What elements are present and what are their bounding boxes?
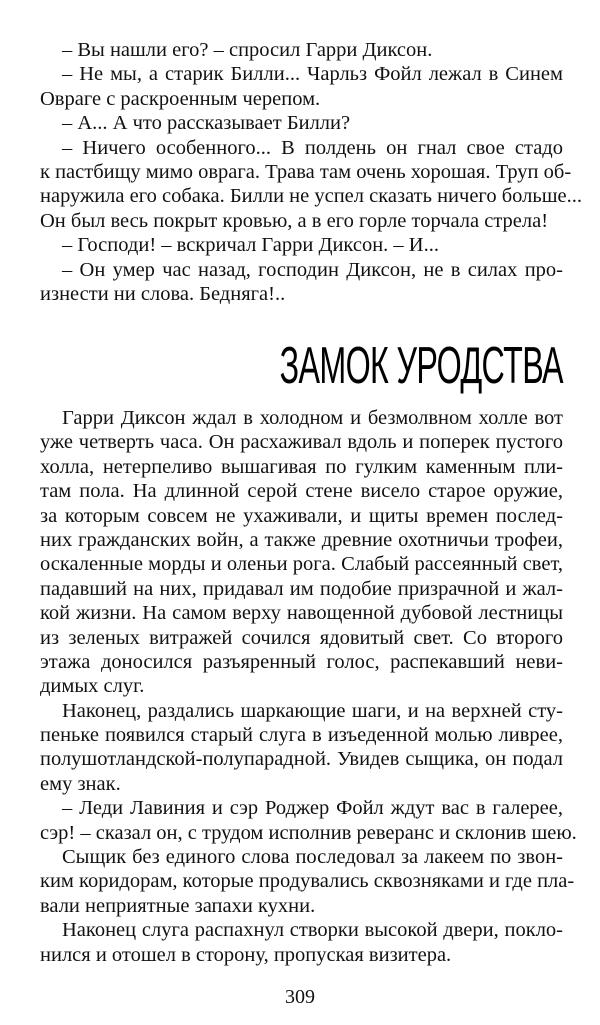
- text-line: оскаленные морды и оленьи рога. Слабый рассеянный свет,: [40, 553, 563, 576]
- text-line: Овраге с раскроенным черепом.: [40, 87, 321, 110]
- chapter-body: [40, 406, 577, 967]
- text-line: к пастбищу мимо оврага. Трава там очень хорошая. Труп об-: [40, 160, 572, 183]
- text-line: уже четверть часа. Он расхаживал вдоль и поперек пустого: [40, 431, 563, 454]
- text-line: полушотландской-полупарадной. Увидев сыщика, он подал: [40, 748, 563, 771]
- text-line: – Ничего особенного... В полдень он гнал свое стадо: [62, 136, 563, 159]
- text-line: сэр! – сказал он, с трудом исполнив реверанс и склонив шею.: [40, 821, 577, 844]
- text-line: – Вы нашли его? – спросил Гарри Диксон.: [62, 39, 433, 61]
- text-line: Наконец слуга распахнул створки высокой двери, покло-: [62, 919, 563, 942]
- text-line: – А... А что рассказывает Билли?: [62, 112, 351, 135]
- text-line: – Господи! – вскричал Гарри Диксон. – И...: [62, 234, 439, 257]
- text-line: – Леди Лавиния и сэр Роджер Фойл ждут вас в галерее,: [62, 797, 563, 820]
- text-line: Наконец, раздались шаркающие шаги, и на верхней сту-: [62, 699, 563, 722]
- text-line: них гражданских войн, а также древние охотничьи трофеи,: [40, 528, 563, 551]
- text-line: холла, нетерпеливо вышагивая по гулким каменным пли-: [40, 455, 563, 478]
- text-line: за которым совсем не ухаживали, и щиты времен послед-: [40, 504, 563, 527]
- text-line: димых слуг.: [40, 675, 145, 698]
- page-number: 309: [285, 986, 315, 1008]
- text-line: из зеленых витражей сочился ядовитый свет. Со второго: [40, 626, 563, 649]
- text-line: изнести ни слова. Бедняга!..: [40, 282, 286, 305]
- text-line: – Не мы, а старик Билли... Чарльз Фойл лежал в Синем: [62, 63, 563, 86]
- text-line: пеньке появился старый слуга в изъеденной молью ливрее,: [40, 724, 563, 747]
- text-line: наружила его собака. Билли не успел сказать ничего больше...: [40, 185, 582, 208]
- dialogue-section: [40, 38, 582, 306]
- text-line: там пола. На длинной серой стене висело старое оружие,: [40, 480, 563, 503]
- text-line: Гарри Диксон ждал в холодном и безмолвном холле вот: [62, 407, 563, 429]
- text-line: ему знак.: [40, 772, 121, 795]
- text-line: кой жизни. На самом верху навощенной дубовой лестницы: [40, 602, 563, 625]
- text-line: Он был весь покрыт кровью, а в его горле торчала стрела!: [40, 209, 549, 232]
- text-line: Сыщик без единого слова последовал за лакеем по звон-: [62, 846, 563, 869]
- text-line: ким коридорам, которые продувались сквозняками и где пла-: [40, 870, 575, 893]
- text-line: падавший на них, придавал им подобие призрачной и жал-: [40, 577, 563, 600]
- text-line: этажа доносился разъяренный голос, распекавший неви-: [40, 650, 563, 673]
- text-line: вали неприятные запахи кухни.: [40, 894, 316, 917]
- chapter-heading: ЗАМОК УРОДСТВА: [279, 337, 563, 395]
- text-line: – Он умер час назад, господин Диксон, не в силах про-: [62, 258, 563, 281]
- text-line: нился и отошел в сторону, пропуская визитера.: [40, 943, 452, 966]
